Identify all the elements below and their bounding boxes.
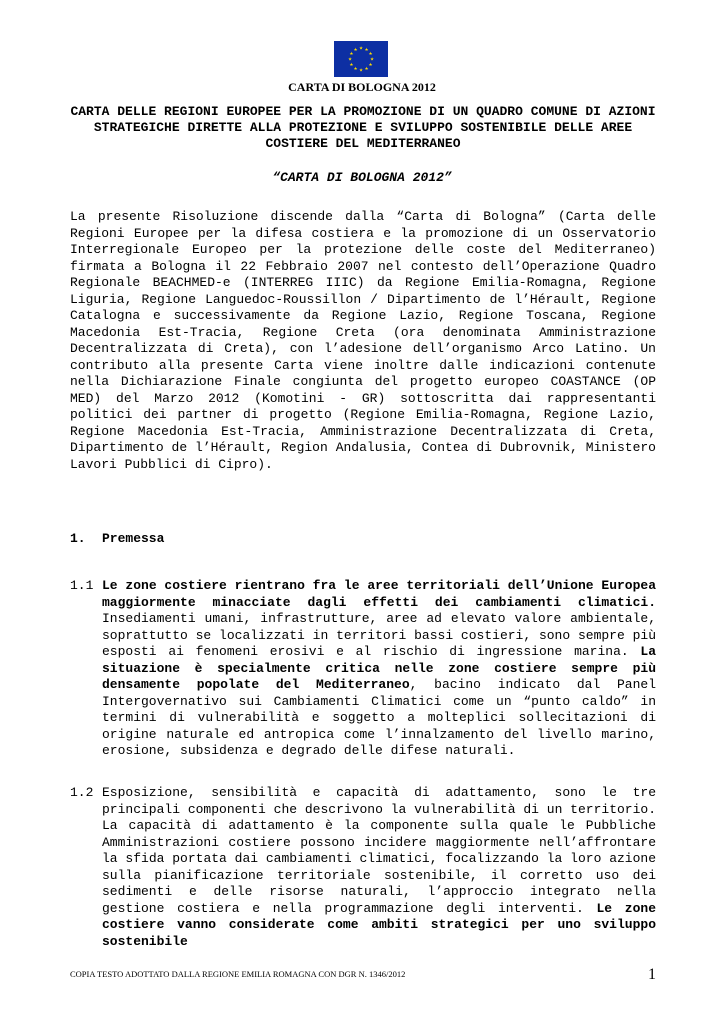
footer-text: COPIA TESTO ADOTTATO DALLA REGIONE EMILIA ROMAGNA CON DGR N. 1346/2012 [70,969,406,979]
flag-star-icon: ★ [369,57,375,63]
paragraph-1-2 [70,785,656,950]
flag-star-icon: ★ [349,52,354,58]
flag-star-icon: ★ [368,63,373,69]
header-title: CARTA DI BOLOGNA 2012 [288,80,436,94]
flag-star-icon: ★ [358,46,364,52]
body-text: , bacino indicato dal Panel Intergovernativo sui Cambiamenti Climatici come un “punto caldo” in termini di vulnerabilità e soggetto a molteplici sollecitazioni di origine naturale ed antropica come l’innalzamento del livello marino, erosione, subsidenza e degrado delle difese naturali. [102,677,656,758]
page-number: 1 [648,966,656,983]
flag-star-icon: ★ [364,48,369,54]
bold-text: La situazione è specialmente critica nelle zone costiere sempre più densamente popolate del Mediterraneo [102,644,656,692]
intro-paragraph: La presente Risoluzione discende dalla “Carta di Bologna” (Carta delle Regioni Europee per la difesa costiera e la promozione di un Osservatorio Interregionale Europeo per la protezione delle coste del Mediterraneo) firmata a Bologna il 22 Febbraio 2007 nel contesto dell’Operazione Quadro Regionale BEACHMED-e (INTERREG IIIC) da Regione Emilia-Romagna, Regione Liguria, Regione Languedoc-Roussillon / Dipartimento de l’Hérault, Regione Catalogna e successivamente da Regione Lazio, Regione Toscana, Regione Macedonia Est-Tracia, Regione Creta (ora denominata Amministrazione Decentralizzata di Creta), con l’adesione dell’organismo Arco Latino. Un contributo alla presente Carta viene inoltre dalle indicazioni contenute nella Dichiarazione Finale congiunta del progetto europeo COASTANCE (OP MED) del Marzo 2012 (Komotini - GR) sottoscritta dai rappresentanti politici dei partner di progetto (Regione Emilia-Romagna, Regione Lazio, Regione Macedonia Est-Tracia, Amministrazione Decentralizzata di Creta, Dipartimento de l’Hérault, Region Andalusia, Contea di Dubrovnik, Ministero Lavori Pubblici di Cipro). [70,209,656,472]
flag-star-icon: ★ [358,68,364,74]
document-subtitle: “CARTA DI BOLOGNA 2012” [272,170,452,185]
eu-flag-stars [334,41,388,77]
bold-text: Le zone costiere vanno considerate come ambiti strategici per uno sviluppo sostenibile [102,900,656,949]
flag-star-icon: ★ [349,63,354,69]
bold-text: Le zone costiere rientrano fra le aree territoriali dell’Unione Europea maggiormente minacciate dagli effetti dei cambiamenti climatici. [102,578,656,610]
section-number: 1. [70,531,86,546]
paragraph-body [102,578,656,760]
body-text: Insediamenti umani, infrastrutture, aree ad elevato valore ambientale, soprattutto se localizzati in territori bassi costieri, sono sempre più esposti ai fenomeni erosivi e al rischio di ingressione marina. [102,611,656,659]
section-heading [70,531,164,546]
paragraph-number: 1.1 [70,578,94,593]
flag-star-icon: ★ [353,67,358,73]
flag-star-icon: ★ [364,67,369,73]
flag-star-icon: ★ [353,48,358,54]
body-text: Esposizione, sensibilità e capacità di adattamento, sono le tre principali componenti che descrivono la vulnerabilità di un territorio. La capacità di adattamento è la componente sulla quale le Pubbliche Amministrazioni costiere possono incidere maggiormente nell’affrontare la sfida portata dai cambiamenti climatici, focalizzando la loro azione sulla pianificazione territoriale sostenibile, il corretto uso dei sedimenti e delle risorse naturali, l’approccio integrato nella gestione costiera e nella programmazione degli interventi. [102,785,656,916]
paragraph-number: 1.2 [70,785,94,800]
flag-star-icon: ★ [368,52,373,58]
paragraph-body [102,785,656,950]
document-title: CARTA DELLE REGIONI EUROPEE PER LA PROMOZIONE DI UN QUADRO COMUNE DI AZIONI STRATEGICHE DIRETTE ALLA PROTEZIONE E SVILUPPO SOSTENIBILE DELLE AREE COSTIERE DEL MEDITERRANEO [70,104,656,151]
section-title: Premessa [102,531,165,546]
flag-star-icon: ★ [347,57,353,63]
paragraph-1-1 [70,578,656,760]
eu-flag-icon [334,41,388,77]
